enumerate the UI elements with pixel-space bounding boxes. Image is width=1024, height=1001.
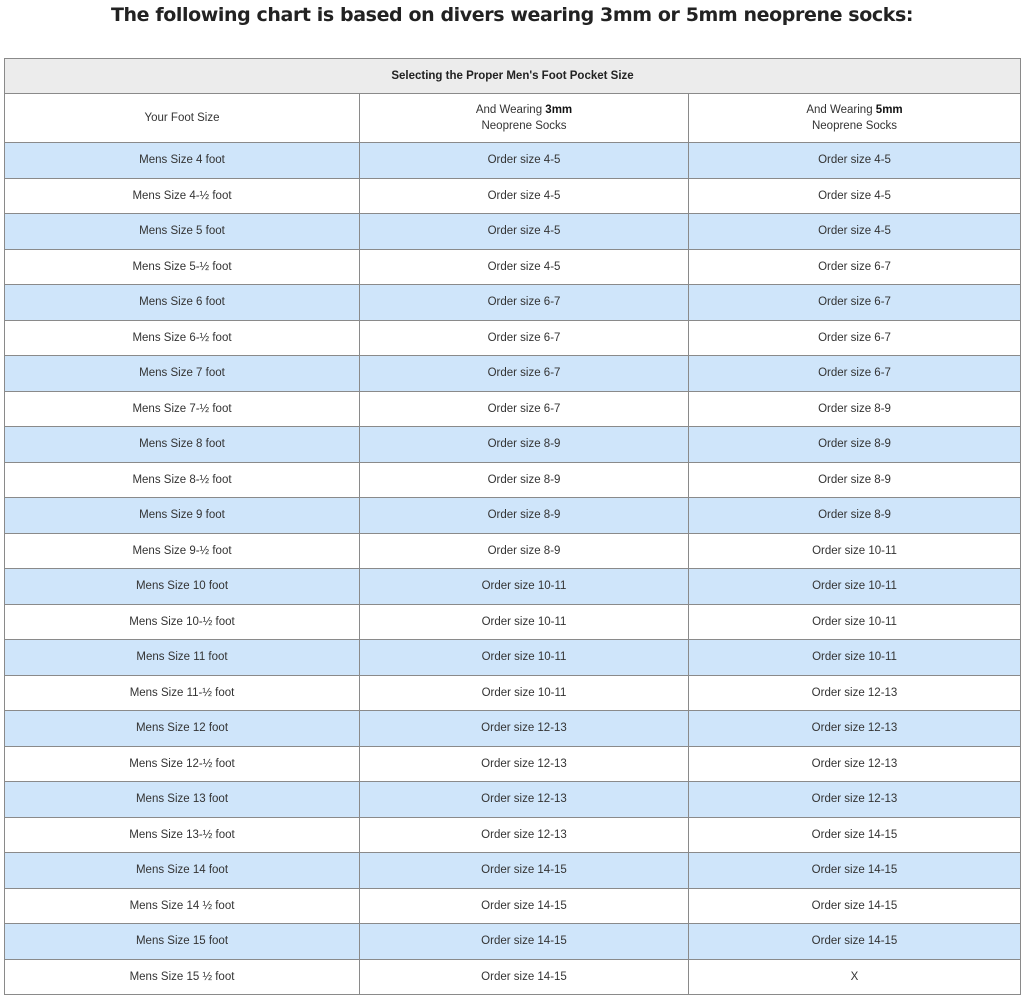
order-5mm-cell: Order size 4-5 xyxy=(689,178,1021,214)
order-3mm-cell: Order size 6-7 xyxy=(360,391,689,427)
order-5mm-cell: Order size 10-11 xyxy=(689,640,1021,676)
header-5mm-socks xyxy=(689,94,1021,143)
order-3mm-cell: Order size 8-9 xyxy=(360,427,689,463)
foot-size-cell: Mens Size 13 foot xyxy=(5,782,360,818)
order-5mm-cell: Order size 12-13 xyxy=(689,675,1021,711)
order-3mm-cell: Order size 6-7 xyxy=(360,320,689,356)
foot-size-cell: Mens Size 10-½ foot xyxy=(5,604,360,640)
foot-size-cell: Mens Size 14 foot xyxy=(5,853,360,889)
foot-size-cell: Mens Size 7-½ foot xyxy=(5,391,360,427)
table-row xyxy=(5,569,1021,605)
header-3mm-prefix: And Wearing xyxy=(475,104,546,116)
page-heading: The following chart is based on divers wearing 3mm or 5mm neoprene socks: xyxy=(110,4,914,26)
foot-size-cell: Mens Size 14 ½ foot xyxy=(5,888,360,924)
table-row xyxy=(5,427,1021,463)
order-3mm-cell: Order size 8-9 xyxy=(360,462,689,498)
order-3mm-cell: Order size 10-11 xyxy=(360,604,689,640)
table-row xyxy=(5,817,1021,853)
table-row xyxy=(5,959,1021,995)
header-foot-size: Your Foot Size xyxy=(5,94,360,143)
order-5mm-cell: Order size 14-15 xyxy=(689,888,1021,924)
order-5mm-cell: Order size 14-15 xyxy=(689,817,1021,853)
table-row xyxy=(5,675,1021,711)
order-3mm-cell: Order size 10-11 xyxy=(360,640,689,676)
table-row xyxy=(5,853,1021,889)
table-row xyxy=(5,462,1021,498)
table-row xyxy=(5,782,1021,818)
table-row xyxy=(5,888,1021,924)
header-3mm-line2: Neoprene Socks xyxy=(481,120,567,132)
order-5mm-cell: Order size 12-13 xyxy=(689,711,1021,747)
table-row xyxy=(5,143,1021,179)
foot-size-cell: Mens Size 7 foot xyxy=(5,356,360,392)
table-row xyxy=(5,391,1021,427)
table-title-row xyxy=(5,59,1021,94)
header-5mm-prefix: And Wearing xyxy=(806,104,876,116)
table-row xyxy=(5,746,1021,782)
order-3mm-cell: Order size 4-5 xyxy=(360,214,689,250)
foot-size-cell: Mens Size 11-½ foot xyxy=(5,675,360,711)
foot-size-cell: Mens Size 10 foot xyxy=(5,569,360,605)
foot-size-cell: Mens Size 11 foot xyxy=(5,640,360,676)
order-5mm-cell: Order size 12-13 xyxy=(689,782,1021,818)
table-title: Selecting the Proper Men's Foot Pocket Size xyxy=(5,59,1021,94)
order-3mm-cell: Order size 10-11 xyxy=(360,569,689,605)
table-row xyxy=(5,356,1021,392)
table-row xyxy=(5,640,1021,676)
order-5mm-cell: Order size 4-5 xyxy=(689,143,1021,179)
order-3mm-cell: Order size 12-13 xyxy=(360,782,689,818)
foot-size-cell: Mens Size 8-½ foot xyxy=(5,462,360,498)
order-3mm-cell: Order size 14-15 xyxy=(360,959,689,995)
order-5mm-cell: Order size 8-9 xyxy=(689,462,1021,498)
foot-size-cell: Mens Size 6 foot xyxy=(5,285,360,321)
order-5mm-cell: Order size 14-15 xyxy=(689,924,1021,960)
header-5mm-bold: 5mm xyxy=(875,104,903,116)
order-5mm-cell: Order size 10-11 xyxy=(689,533,1021,569)
order-3mm-cell: Order size 8-9 xyxy=(360,533,689,569)
order-5mm-cell: Order size 8-9 xyxy=(689,391,1021,427)
order-3mm-cell: Order size 8-9 xyxy=(360,498,689,534)
order-5mm-cell: X xyxy=(689,959,1021,995)
foot-size-cell: Mens Size 13-½ foot xyxy=(5,817,360,853)
table-row xyxy=(5,533,1021,569)
foot-size-cell: Mens Size 9 foot xyxy=(5,498,360,534)
foot-size-cell: Mens Size 5 foot xyxy=(5,214,360,250)
order-3mm-cell: Order size 14-15 xyxy=(360,924,689,960)
foot-size-cell: Mens Size 15 ½ foot xyxy=(5,959,360,995)
foot-size-cell: Mens Size 15 foot xyxy=(5,924,360,960)
table-row xyxy=(5,285,1021,321)
order-3mm-cell: Order size 14-15 xyxy=(360,888,689,924)
order-5mm-cell: Order size 6-7 xyxy=(689,249,1021,285)
order-5mm-cell: Order size 14-15 xyxy=(689,853,1021,889)
table-row xyxy=(5,320,1021,356)
foot-size-cell: Mens Size 8 foot xyxy=(5,427,360,463)
order-5mm-cell: Order size 8-9 xyxy=(689,427,1021,463)
order-3mm-cell: Order size 6-7 xyxy=(360,356,689,392)
foot-size-cell: Mens Size 4-½ foot xyxy=(5,178,360,214)
table-row xyxy=(5,711,1021,747)
order-5mm-cell: Order size 10-11 xyxy=(689,569,1021,605)
foot-size-cell: Mens Size 12 foot xyxy=(5,711,360,747)
table-row xyxy=(5,214,1021,250)
order-5mm-cell: Order size 6-7 xyxy=(689,356,1021,392)
foot-pocket-size-table xyxy=(4,58,1021,995)
table-row xyxy=(5,924,1021,960)
order-3mm-cell: Order size 4-5 xyxy=(360,178,689,214)
order-3mm-cell: Order size 12-13 xyxy=(360,746,689,782)
table-row xyxy=(5,249,1021,285)
table-row xyxy=(5,604,1021,640)
order-3mm-cell: Order size 14-15 xyxy=(360,853,689,889)
order-3mm-cell: Order size 12-13 xyxy=(360,711,689,747)
header-5mm-line2: Neoprene Socks xyxy=(811,120,898,132)
table-row xyxy=(5,178,1021,214)
foot-size-cell: Mens Size 6-½ foot xyxy=(5,320,360,356)
order-3mm-cell: Order size 12-13 xyxy=(360,817,689,853)
order-5mm-cell: Order size 10-11 xyxy=(689,604,1021,640)
table-row xyxy=(5,498,1021,534)
order-5mm-cell: Order size 4-5 xyxy=(689,214,1021,250)
order-5mm-cell: Order size 6-7 xyxy=(689,320,1021,356)
foot-size-cell: Mens Size 12-½ foot xyxy=(5,746,360,782)
order-5mm-cell: Order size 12-13 xyxy=(689,746,1021,782)
foot-size-cell: Mens Size 5-½ foot xyxy=(5,249,360,285)
header-3mm-bold: 3mm xyxy=(545,104,573,116)
order-3mm-cell: Order size 10-11 xyxy=(360,675,689,711)
table-header-row xyxy=(5,94,1021,143)
order-3mm-cell: Order size 4-5 xyxy=(360,249,689,285)
order-3mm-cell: Order size 6-7 xyxy=(360,285,689,321)
foot-size-cell: Mens Size 4 foot xyxy=(5,143,360,179)
order-5mm-cell: Order size 6-7 xyxy=(689,285,1021,321)
order-5mm-cell: Order size 8-9 xyxy=(689,498,1021,534)
table-body xyxy=(5,143,1021,995)
order-3mm-cell: Order size 4-5 xyxy=(360,143,689,179)
foot-size-cell: Mens Size 9-½ foot xyxy=(5,533,360,569)
header-3mm-socks xyxy=(360,94,689,143)
